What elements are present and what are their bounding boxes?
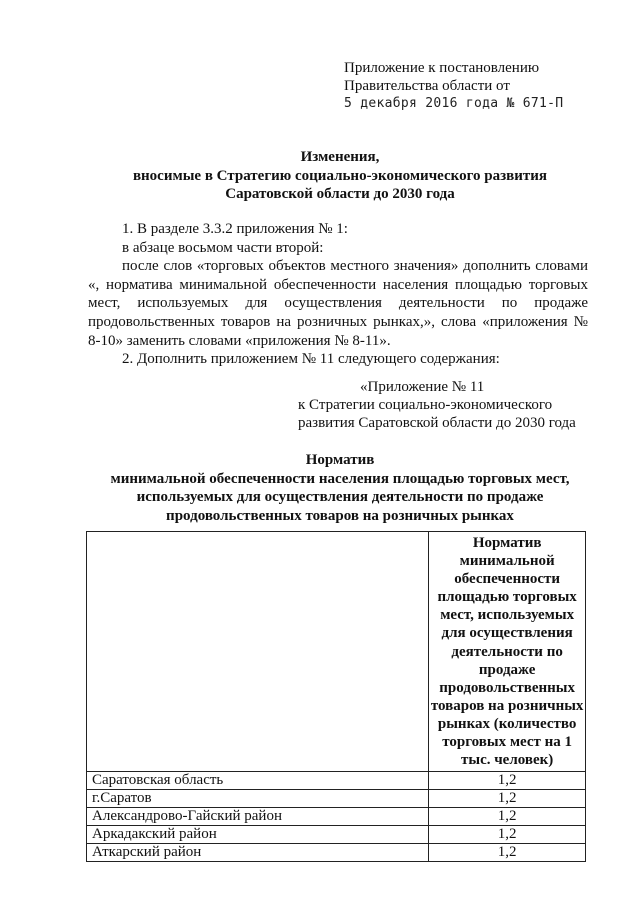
- table-row: [87, 772, 586, 790]
- table-cell-value: 1,2: [429, 808, 586, 826]
- table-cell-value: 1,2: [429, 790, 586, 808]
- body-text: [88, 220, 588, 369]
- table-header-cell: Норматив минимальной обеспеченности площадью торговых мест, используемых для осуществления деятельности по продаже продовольственных товаров на розничных рынках (количество торговых мест на 1 тыс. человек): [429, 532, 586, 772]
- body-paragraph-1: 1. В разделе 3.3.2 приложения № 1:: [122, 221, 348, 237]
- title-line1: Изменения,: [300, 149, 380, 165]
- norm-title: [60, 451, 620, 525]
- appendix-11-header: [298, 378, 588, 432]
- table-cell-region: Аткарский район: [87, 844, 429, 862]
- body-paragraph-3: после слов «торговых объектов местного значения» дополнить словами «, норматива минимальной обеспеченности населения площадью торговых мест, используемых для осуществления деятельности по продаже продовольственных товаров на розничных рынках,», слова «приложения № 8-10» заменить словами «приложения № 8-11».: [88, 258, 588, 349]
- table-row: [87, 826, 586, 844]
- appendix-header-line2: Правительства области от: [344, 78, 510, 94]
- table-cell-value: 1,2: [429, 772, 586, 790]
- body-paragraph-2: в абзаце восьмом части второй:: [122, 239, 324, 256]
- document-title: [60, 148, 620, 204]
- norm-title-line3: используемых для осуществления деятельности по продаже: [136, 489, 544, 505]
- table-cell-value: 1,2: [429, 844, 586, 862]
- table-row: [87, 808, 586, 826]
- table-header-row: [87, 532, 586, 772]
- table-cell-value: 1,2: [429, 826, 586, 844]
- title-line2: вносимые в Стратегию социально-экономического развития: [132, 167, 548, 184]
- table-cell-region: Саратовская область: [87, 772, 429, 790]
- table-row: [87, 844, 586, 862]
- norm-title-line1: Норматив: [305, 452, 375, 468]
- table-cell-region: Аркадакский район: [87, 826, 429, 844]
- norm-title-line2: минимальной обеспеченности населения площадью торговых мест,: [110, 470, 570, 487]
- norm-table: [86, 531, 586, 862]
- table-cell-region: г.Саратов: [87, 790, 429, 808]
- norm-title-line4: продовольственных товаров на розничных рынках: [166, 507, 514, 524]
- title-line3: Саратовской области до 2030 года: [225, 186, 455, 202]
- table-row: [87, 790, 586, 808]
- appendix-11-line3: развития Саратовской области до 2030 года: [298, 415, 576, 431]
- body-paragraph-4: 2. Дополнить приложением № 11 следующего содержания:: [122, 351, 500, 368]
- appendix-header-date: 5 декабря 2016 года № 671-П: [344, 96, 564, 111]
- appendix-11-line1: «Приложение № 11: [360, 379, 485, 395]
- table-cell-region: Александрово-Гайский район: [87, 808, 429, 826]
- table-header-empty-cell: [87, 532, 429, 772]
- appendix-header: [344, 59, 604, 113]
- appendix-header-line1: Приложение к постановлению: [344, 60, 540, 76]
- appendix-11-line2: к Стратегии социально-экономического: [298, 397, 553, 413]
